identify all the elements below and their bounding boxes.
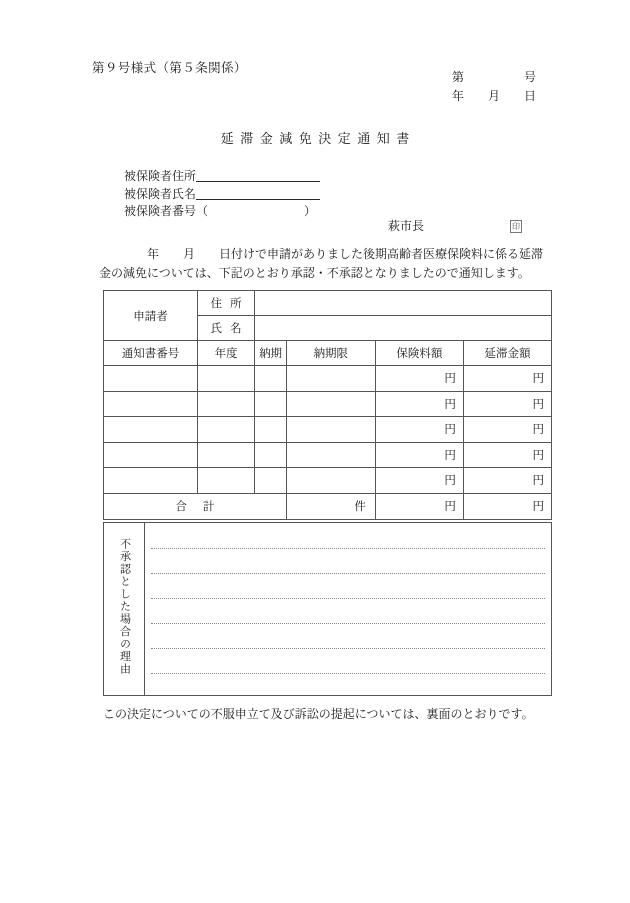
cell-late-amount[interactable]: 円 xyxy=(463,391,551,417)
cell-notice-number[interactable] xyxy=(104,417,198,443)
reason-rule-line xyxy=(151,673,545,674)
table-row xyxy=(104,391,552,417)
body-paragraph xyxy=(99,245,551,283)
applicant-address-label: 住所 xyxy=(197,291,254,316)
applicant-name-value[interactable] xyxy=(255,316,552,341)
cell-fee-amount[interactable]: 円 xyxy=(375,417,463,443)
detail-table-header-row xyxy=(104,341,552,366)
cell-term[interactable] xyxy=(255,391,286,417)
insured-address-row xyxy=(124,168,320,186)
cell-due-date[interactable] xyxy=(286,468,375,494)
issuer-name: 萩市長 xyxy=(388,219,425,233)
table-row xyxy=(104,468,552,494)
cell-fee-amount[interactable]: 円 xyxy=(375,391,463,417)
total-fee-amount[interactable]: 円 xyxy=(375,493,463,519)
column-header-fee-amount: 保険料額 xyxy=(375,341,463,366)
document-number-line: 第 号 xyxy=(452,70,537,84)
detail-table xyxy=(103,290,552,520)
column-header-due-date: 納期限 xyxy=(286,341,375,366)
cell-fiscal-year[interactable] xyxy=(197,417,254,443)
cell-fee-amount[interactable]: 円 xyxy=(375,366,463,392)
footer-note: この決定についての不服申立て及び訴訟の提起については、裏面のとおりです。 xyxy=(103,707,534,721)
page-title: 延滞金減免決定通知書 xyxy=(220,131,416,146)
insured-number-row xyxy=(124,203,320,221)
body-line-1: 年 月 日付けで申請がありました後期高齢者医療保険料に係る延滞金 xyxy=(99,247,544,280)
cell-late-amount[interactable]: 円 xyxy=(463,468,551,494)
insured-number-close-paren: ） xyxy=(304,204,317,218)
insured-number-label: 被保険者番号 xyxy=(124,204,197,218)
table-row xyxy=(104,366,552,392)
insured-number-open-paren: （ xyxy=(196,204,209,218)
reason-input-area[interactable] xyxy=(145,523,552,696)
insured-address-input[interactable] xyxy=(196,168,320,182)
cell-notice-number[interactable] xyxy=(104,442,198,468)
column-header-notice-number: 通知書番号 xyxy=(104,341,198,366)
cell-term[interactable] xyxy=(255,417,286,443)
insured-name-row xyxy=(124,186,320,204)
document-date-line: 年 月 日 xyxy=(452,89,537,103)
body-indent xyxy=(99,245,147,264)
reason-label: 不承認とした場合の理由 xyxy=(104,523,145,696)
reason-rule-lines xyxy=(151,523,545,695)
cell-late-amount[interactable]: 円 xyxy=(463,417,551,443)
cell-notice-number[interactable] xyxy=(104,468,198,494)
total-row xyxy=(104,493,552,519)
document-number-block xyxy=(452,68,536,106)
insured-name-input[interactable] xyxy=(196,186,320,200)
total-count[interactable]: 件 xyxy=(286,493,375,519)
reason-section xyxy=(103,522,552,696)
table-row xyxy=(104,417,552,443)
applicant-address-row xyxy=(104,291,552,316)
cell-fee-amount[interactable]: 円 xyxy=(375,442,463,468)
table-row xyxy=(104,442,552,468)
applicant-name-label: 氏名 xyxy=(197,316,254,341)
column-header-term: 納期 xyxy=(255,341,286,366)
reason-rule-line xyxy=(151,623,545,624)
insured-person-block xyxy=(124,168,320,221)
cell-fiscal-year[interactable] xyxy=(197,391,254,417)
cell-late-amount[interactable]: 円 xyxy=(463,442,551,468)
cell-due-date[interactable] xyxy=(286,417,375,443)
cell-due-date[interactable] xyxy=(286,391,375,417)
reason-rule-line xyxy=(151,548,545,549)
cell-term[interactable] xyxy=(255,468,286,494)
cell-fee-amount[interactable]: 円 xyxy=(375,468,463,494)
cell-due-date[interactable] xyxy=(286,366,375,392)
cell-late-amount[interactable]: 円 xyxy=(463,366,551,392)
cell-notice-number[interactable] xyxy=(104,366,198,392)
column-header-late-amount: 延滞金額 xyxy=(463,341,551,366)
applicant-address-value[interactable] xyxy=(255,291,552,316)
seal-icon: 印 xyxy=(512,222,521,231)
cell-term[interactable] xyxy=(255,442,286,468)
reason-row xyxy=(104,523,552,696)
cell-term[interactable] xyxy=(255,366,286,392)
total-late-amount[interactable]: 円 xyxy=(463,493,551,519)
insured-number-input[interactable] xyxy=(208,203,304,221)
cell-fiscal-year[interactable] xyxy=(197,468,254,494)
reason-rule-line xyxy=(151,648,545,649)
reason-rule-line xyxy=(151,598,545,599)
form-code: 第９号様式（第５条関係） xyxy=(92,61,247,75)
cell-due-date[interactable] xyxy=(286,442,375,468)
cell-notice-number[interactable] xyxy=(104,391,198,417)
total-label: 合計 xyxy=(104,493,287,519)
insured-address-label: 被保険者住所 xyxy=(124,169,197,183)
applicant-label: 申請者 xyxy=(104,291,198,341)
issuer-line xyxy=(388,217,522,234)
body-line-2: の減免については、下記のとおり承認・不承認となりましたので通知します。 xyxy=(111,266,530,280)
cell-fiscal-year[interactable] xyxy=(197,442,254,468)
reason-rule-line xyxy=(151,573,545,574)
cell-fiscal-year[interactable] xyxy=(197,366,254,392)
insured-name-label: 被保険者氏名 xyxy=(124,186,197,201)
column-header-fiscal-year: 年度 xyxy=(197,341,254,366)
